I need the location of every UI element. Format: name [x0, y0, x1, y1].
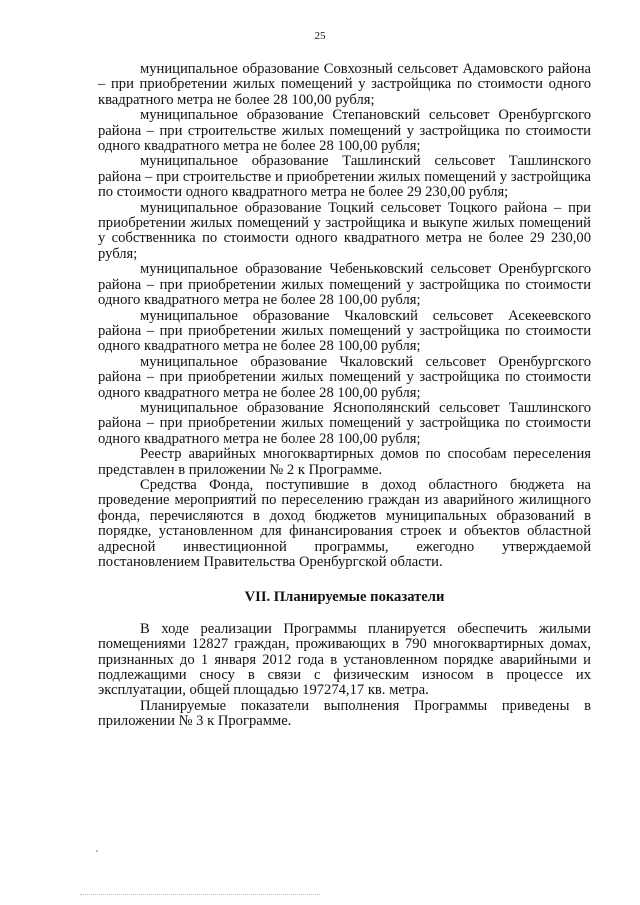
- paragraph: муниципальное образование Яснополянский сельсовет Ташлинского района – при приобретении жилых помещений у застройщика по стоимости одного квадратного метра не более 28 100,00 рубля;: [98, 399, 591, 447]
- paragraph: муниципальное образование Ташлинский сельсовет Ташлинского района – при строительстве и приобретении жилых помещений у застройщика по стоимости одного квадратного метра не более 29 230,00 рубля;: [98, 153, 591, 201]
- paragraph: муниципальное образование Тоцкий сельсовет Тоцкого района – при приобретении жилых помещений у застройщика и выкупе жилых помещений у собственника по стоимости одного квадратного метра не более 29 230,00 рубля;: [98, 199, 591, 262]
- paragraph: Реестр аварийных многоквартирных домов по способам переселения представлен в приложении № 2 к Программе.: [98, 446, 591, 478]
- paragraph: муниципальное образование Совхозный сельсовет Адамовского района – при приобретении жилых помещений у застройщика по стоимости одного квадратного метра не более 28 100,00 рубля;: [98, 61, 591, 108]
- paragraph: муниципальное образование Степановский сельсовет Оренбургского района – при строительстве жилых помещений у застройщика по стоимости одного квадратного метра не более 28 100,00 рубля;: [98, 107, 591, 155]
- paragraph: муниципальное образование Чебеньковский сельсовет Оренбургского района – при приобретении жилых помещений у застройщика по стоимости одного квадратного метра не более 28 100,00 рубля;: [98, 261, 591, 309]
- paragraph: муниципальное образование Чкаловский сельсовет Оренбургского района – при приобретении жилых помещений у застройщика по стоимости одного квадратного метра не более 28 100,00 рубля;: [98, 353, 591, 401]
- paragraph: Средства Фонда, поступившие в доход областного бюджета на проведение мероприятий по переселению граждан из аварийного жилищного фонда, перечисляются в доход бюджетов муниципальных образований в порядке, установленном для финансирования строек и объектов областной адресной инвестиционной программы, ежегодно утверждаемой постановлением Правительства Оренбургской области.: [98, 476, 591, 570]
- document-body: [98, 62, 591, 730]
- section-title: VII. Планируемые показатели: [244, 589, 445, 606]
- scan-artifact: [96, 850, 98, 852]
- paragraph: Планируемые показатели выполнения Программы приведены в приложении № 3 к Программе.: [98, 697, 591, 730]
- paragraph: муниципальное образование Чкаловский сельсовет Асекеевского района – при приобретении жилых помещений у застройщика по стоимости одного квадратного метра не более 28 100,00 рубля;: [98, 307, 591, 355]
- page-number: 25: [314, 30, 326, 42]
- scan-artifact-footer: [80, 894, 320, 899]
- paragraph: В ходе реализации Программы планируется обеспечить жилыми помещениями 12827 граждан, проживающих в 790 многоквартирных домах, признанных до 1 января 2012 года в установленном порядке аварийными и подлежащими сносу в связи с физическим износом в процессе их эксплуатации, общей площадью 197274,17 кв. метра.: [98, 620, 591, 699]
